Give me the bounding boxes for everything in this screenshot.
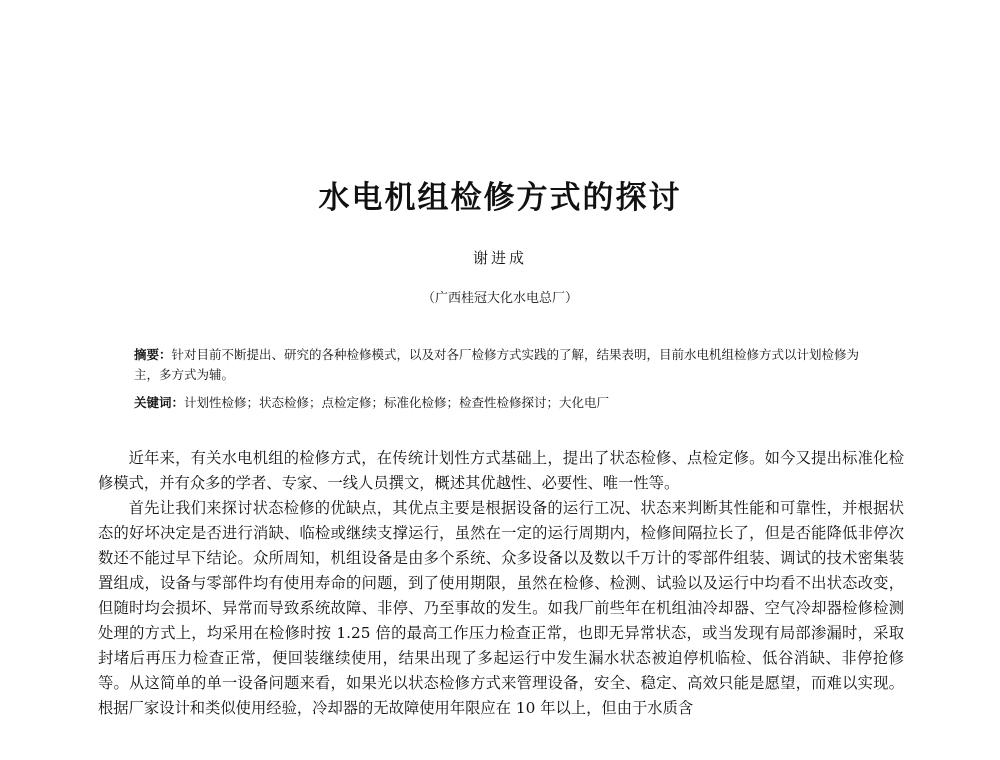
author-name: 谢进成 [472, 249, 527, 267]
abstract-block [134, 345, 874, 413]
body-paragraph-2: 首先让我们来探讨状态检修的优缺点，其优点主要是根据设备的运行工况、状态来判断其性能和可靠性，并根据状态的好坏决定是否进行消缺、临检或继续支撑运行，虽然在一定的运行周期内，检修间隔拉长了，但是否能降低非停次数还不能过早下结论。众所周知，机组设备是由多个系统、众多设备以及数以千万计的零部件组装、调试的技术密集装置组成，设备与零部件均有使用寿命的问题，到了使用期限，虽然在检修、检测、试验以及运行中均看不出状态改变，但随时均会损坏、异常而导致系统故障、非停、乃至事故的发生。如我厂前些年在机组油冷却器、空气冷却器检修检测处理的方式上，均采用在检修时按 1.25 倍的最高工作压力检查正常，也即无异常状态，或当发现有局部渗漏时，采取封堵后再压力检查正常，便回装继续使用，结果出现了多起运行中发生漏水状态被迫停机临检、低谷消缺、非停抢修等。从这简单的单一设备问题来看，如果光以状态检修方式来管理设备，安全、稳定、高效只能是愿望，而难以实现。根据厂家设计和类似使用经验，冷却器的无故障使用年限应在 10 年以上，但由于水质含 [98, 499, 904, 717]
paper-title: 水电机组检修方式的探讨 [318, 180, 682, 216]
keywords [134, 393, 874, 413]
abstract [134, 345, 874, 385]
author-affiliation: （广西桂冠大化水电总厂） [421, 291, 578, 306]
keywords-text: 计划性检修；状态检修；点检定修；标准化检修；检查性检修探讨；大化电厂 [184, 395, 610, 410]
abstract-text: 针对目前不断提出、研究的各种检修模式，以及对各厂检修方式实践的了解，结果表明，目前水电机组检修方式以计划检修为主，多方式为辅。 [134, 347, 860, 382]
body-text [98, 446, 904, 721]
abstract-label: 摘要： [134, 347, 172, 362]
body-paragraph-1: 近年来，有关水电机组的检修方式，在传统计划性方式基础上，提出了状态检修、点检定修。如今又提出标准化检修模式，并有众多的学者、专家、一线人员撰文，概述其优越性、必要性、唯一性等。 [98, 449, 904, 492]
keywords-label: 关键词： [134, 395, 185, 410]
